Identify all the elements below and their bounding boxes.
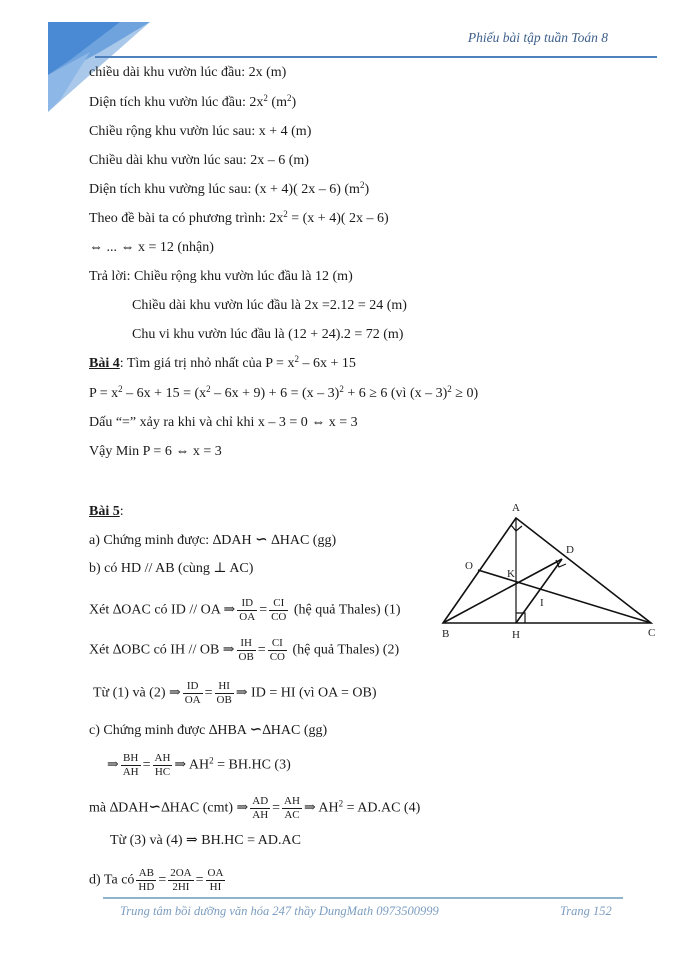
fraction: $\frac{CI}{CO}$ <box>269 637 285 663</box>
answer-line: Trả lời: Chiều rộng khu vườn lúc đầu là 12 (m) <box>89 269 353 284</box>
exercise-4-prompt: Bài 4: Tìm giá trị nhỏ nhất của $P = x^2 - 6x + 15$ <box>89 354 356 371</box>
similar-symbol: ∽ <box>255 532 268 548</box>
exercise-4-title: Bài 4 <box>89 356 120 371</box>
label-k: K <box>507 568 515 580</box>
header-title: Phiếu bài tập tuần Toán 8 <box>467 30 608 45</box>
label-d: D <box>566 544 574 556</box>
solution-line: ⇔ ... ⇔ x = 12 (nhận) <box>89 240 214 255</box>
deduction-line: ⇒ $\frac{BH}{AH}$ = $\frac{AH}{HC}$ ⇒ $AH^2 = BH.HC$ (3) <box>107 752 291 778</box>
similar-symbol: ∽ <box>249 722 263 738</box>
deduction-line: mà ∆DAH∽∆HAC (cmt) ⇒ $\frac{AD}{AH}$ = $\frac{AH}{AC}$ ⇒ $AH^2 = AD.AC$ (4) <box>89 795 421 821</box>
fraction: $\frac{IH}{OB}$ <box>238 637 254 663</box>
header-divider <box>95 56 657 58</box>
label-o: O <box>465 560 473 572</box>
deduction-line: Từ (1) và (2) ⇒ $\frac{ID}{OA}$ = $\frac{HI}{OB}$ ⇒ ID = HI (vì OA = OB) <box>93 680 377 706</box>
text-line: chiều dài khu vườn lúc đầu: 2x (m) <box>89 65 287 80</box>
fraction: $\frac{AB}{HD}$ <box>138 867 155 893</box>
fraction: $\frac{AD}{AH}$ <box>252 795 269 821</box>
text-line: Chiều rộng khu vườn lúc sau: x + 4 (m) <box>89 124 312 139</box>
answer-line: Chu vi khu vườn lúc đầu là (12 + 24).2 = 72 (m) <box>132 327 404 342</box>
footer-credit: Trung tâm bồi dưỡng văn hóa 247 thầy DungMath 0973500999 <box>120 904 439 918</box>
fraction: $\frac{2OA}{2HI}$ <box>170 867 192 893</box>
equation-line: Theo đề bài ta có phương trình: $2x^2 = (x + 4)$( 2x – 6) <box>89 209 389 226</box>
text-line: $P = x^2 - 6x + 15 = (x^2 - 6x + 9) + 6 = (x - 3)^2 + 6 \ge 6$ (vì (x – 3)$^2$ ≥ 0) <box>89 384 479 401</box>
footer-divider <box>103 897 623 899</box>
conclusion-line: Vậy Min P = 6 ⇔ x = 3 <box>89 444 222 459</box>
fraction: $\frac{CI}{CO}$ <box>271 597 287 623</box>
text-line: Chiều dài khu vườn lúc sau: 2x – 6 (m) <box>89 153 309 168</box>
label-a: A <box>512 502 520 514</box>
fraction: $\frac{ID}{OA}$ <box>184 680 201 706</box>
label-b: B <box>442 628 450 640</box>
part-b: b) có HD // AB (cùng ⊥ AC) <box>89 561 254 576</box>
fraction: $\frac{OA}{HI}$ <box>207 867 224 893</box>
page-number: Trang 152 <box>560 904 612 918</box>
text-line: Diện tích khu vường lúc sau: (x + 4)( 2x – 6) $(m^2)$ <box>89 180 370 197</box>
fraction: $\frac{AH}{HC}$ <box>154 752 171 778</box>
fraction: $\frac{AH}{AC}$ <box>284 795 300 821</box>
label-h: H <box>512 629 520 641</box>
fraction: $\frac{ID}{OA}$ <box>239 597 256 623</box>
thales-line-2: Xét ∆OBC có IH // OB ⇒ $\frac{IH}{OB}$ = $\frac{CI}{CO}$ (hệ quả Thales) (2) <box>89 637 400 663</box>
answer-line: Chiều dài khu vườn lúc đầu là 2x =2.12 = 24 (m) <box>132 298 407 313</box>
fraction: $\frac{BH}{AH}$ <box>122 752 139 778</box>
text-line: Diện tích khu vườn lúc đầu: $2x^2$ $(m^2)$ <box>89 93 297 110</box>
part-d: d) Ta có $\frac{AB}{HD}$ = $\frac{2OA}{2HI}$ = $\frac{OA}{HI}$ <box>89 867 224 893</box>
conclusion-line: Từ (3) và (4) ⇒ BH.HC = AD.AC <box>110 833 301 848</box>
part-a: a) Chứng minh được: ∆DAH ∽ ∆HAC (gg) <box>89 532 337 548</box>
fraction: $\frac{HI}{OB}$ <box>216 680 232 706</box>
label-c: C <box>648 627 656 639</box>
text-line: Dấu “=” xảy ra khi và chỉ khi x – 3 = 0 ⇔ x = 3 <box>89 415 358 430</box>
thales-line-1: Xét ∆OAC có ID // OA ⇒ $\frac{ID}{OA}$ = $\frac{CI}{CO}$ (hệ quả Thales) (1) <box>89 597 401 623</box>
similar-symbol: ∽ <box>148 799 162 816</box>
part-c: c) Chứng minh được ∆HBA ∽∆HAC (gg) <box>89 722 328 738</box>
label-i: I <box>540 597 544 609</box>
triangle-figure <box>430 495 670 645</box>
exercise-5-title: Bài 5: <box>89 504 124 519</box>
